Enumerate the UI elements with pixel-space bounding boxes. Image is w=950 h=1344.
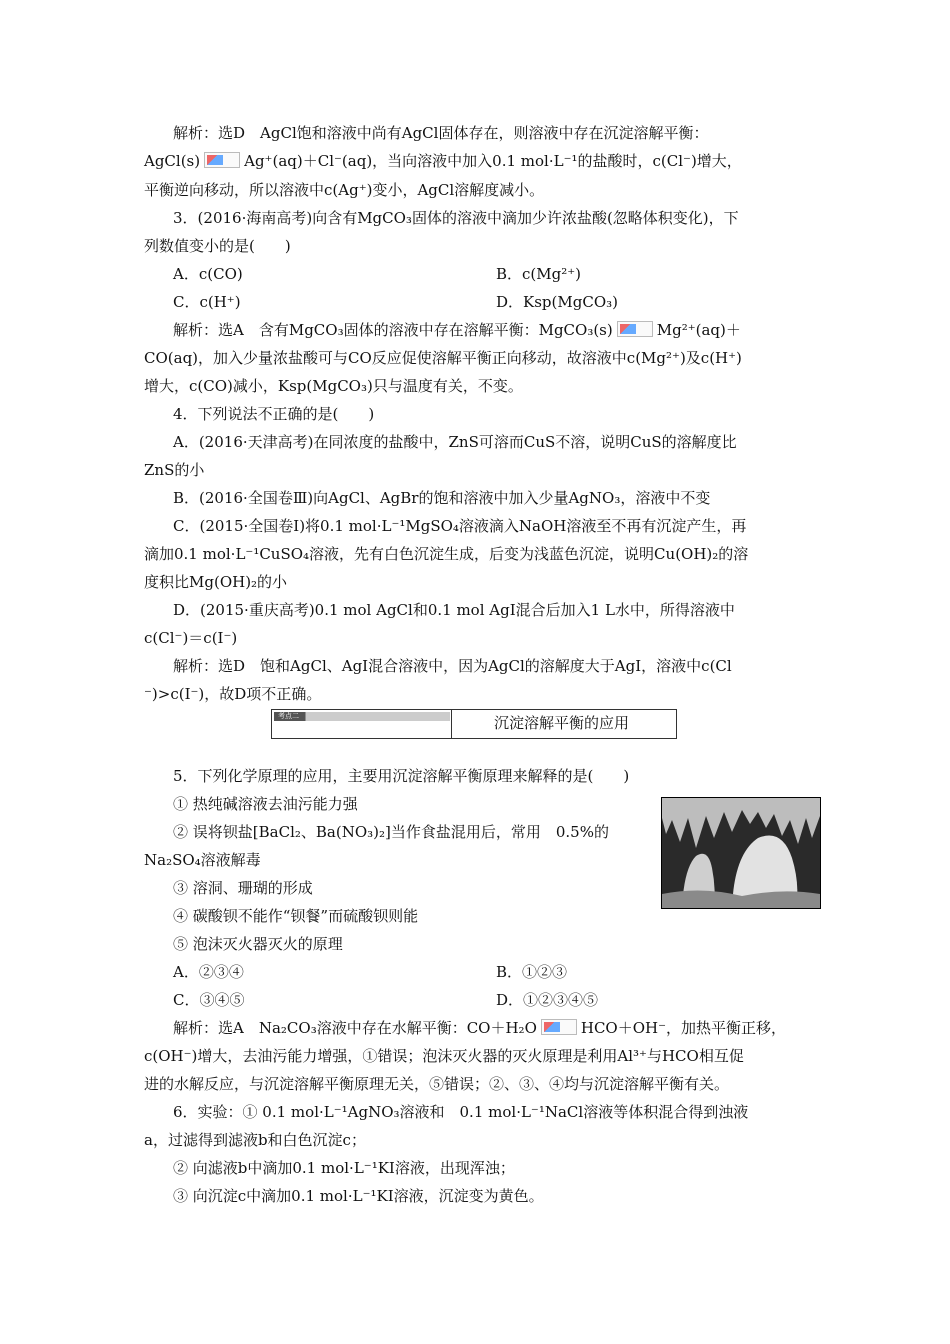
- section-tag-label: 考点二: [278, 712, 299, 720]
- q4-option-b: B．(2016·全国卷Ⅲ)向AgCl、AgBr的饱和溶液中加入少量AgNO₃，溶液中不变: [173, 489, 711, 507]
- analysis-q4-line2: ⁻)>c(I⁻)，故D项不正确。: [144, 685, 322, 703]
- q4-option-d-line2: c(Cl⁻)＝c(I⁻): [144, 629, 238, 647]
- q5-item-1: ① 热纯碱溶液去油污能力强: [173, 795, 358, 813]
- analysis-q2-line2: [144, 151, 742, 171]
- q5-item-3: ③ 溶洞、珊瑚的形成: [173, 879, 313, 897]
- q4-option-d-line1: D．(2015·重庆高考)0.1 mol AgCl和0.1 mol AgI混合后加入1 L水中，所得溶液中: [173, 601, 735, 619]
- section-tag: [272, 710, 452, 738]
- q3-option-b: B．c(Mg²⁺): [496, 265, 582, 283]
- analysis-q2-line1: 解析：选D AgCl饱和溶液中尚有AgCl固体存在，则溶液中存在沉淀溶解平衡：: [173, 124, 709, 142]
- question-4: 4．下列说法不正确的是( ): [173, 405, 375, 423]
- question-5: 5．下列化学原理的应用，主要用沉淀溶解平衡原理来解释的是( ): [173, 767, 630, 785]
- q5-option-d: D．①②③④⑤: [496, 991, 599, 1009]
- analysis-q5-line3: 进的水解反应，与沉淀溶解平衡原理无关，⑤错误；②、③、④均与沉淀溶解平衡有关。: [144, 1075, 730, 1093]
- question-3-line1: 3．(2016·海南高考)向含有MgCO₃固体的溶液中滴加少许浓盐酸(忽略体积变化)，下: [173, 209, 739, 227]
- analysis-q3-text-2: Mg²⁺(aq)＋: [656, 321, 741, 339]
- q4-option-a-line1: A．(2016·天津高考)在同浓度的盐酸中，ZnS可溶而CuS不溶，说明CuS的溶解度比: [173, 433, 737, 451]
- analysis-q5-line1: [173, 1018, 786, 1038]
- q4-option-c-line2: 滴加0.1 mol·L⁻¹CuSO₄溶液，先有白色沉淀生成，后变为浅蓝色沉淀，说明Cu(OH)₂的溶: [144, 545, 749, 563]
- question-6-line1: 6．实验：① 0.1 mol·L⁻¹AgNO₃溶液和 0.1 mol·L⁻¹NaCl溶液等体积混合得到浊液: [173, 1103, 749, 1121]
- q5-option-b: B．①②③: [496, 963, 568, 981]
- equilibrium-arrow-icon: [204, 152, 240, 168]
- analysis-q3-text: 解析：选A 含有MgCO₃固体的溶液中存在溶解平衡：MgCO₃(s): [173, 321, 613, 339]
- cave-photo: [661, 797, 821, 909]
- question-6-line3: ② 向滤液b中滴加0.1 mol·L⁻¹KI溶液，出现浑浊；: [173, 1159, 515, 1177]
- analysis-q5-text: 解析：选A Na₂CO₃溶液中存在水解平衡：CO＋H₂O: [173, 1019, 537, 1037]
- section-header: [271, 709, 677, 739]
- question-3-line2: 列数值变小的是( ): [144, 237, 291, 255]
- q5-option-a: A．②③④: [173, 963, 244, 981]
- cave-stalactite-image: [662, 798, 820, 908]
- question-6-line4: ③ 向沉淀c中滴加0.1 mol·L⁻¹KI溶液，沉淀变为黄色。: [173, 1187, 544, 1205]
- equation-left: AgCl(s): [144, 152, 201, 170]
- q5-item-2-cont: Na₂SO₄溶液解毒: [144, 851, 261, 869]
- q4-option-c-line3: 度积比Mg(OH)₂的小: [144, 573, 288, 591]
- analysis-q5-line2: c(OH⁻)增大，去油污能力增强，①错误；泡沫灭火器的灭火原理是利用Al³⁺与HCO相互促: [144, 1047, 744, 1065]
- analysis-q3-line3: 增大，c(CO)减小，Ksp(MgCO₃)只与温度有关，不变。: [144, 377, 523, 395]
- equilibrium-arrow-icon: [617, 321, 653, 337]
- q3-option-d: D．Ksp(MgCO₃): [496, 293, 618, 311]
- q5-item-2: ② 误将钡盐[BaCl₂、Ba(NO₃)₂]当作食盐混用后，常用 0.5%的: [173, 823, 609, 841]
- analysis-q2-line3: 平衡逆向移动，所以溶液中c(Ag⁺)变小，AgCl溶解度减小。: [144, 181, 545, 199]
- equilibrium-arrow-icon: [541, 1019, 577, 1035]
- analysis-q3-line2: CO(aq)，加入少量浓盐酸可与CO反应促使溶解平衡正向移动，故溶液中c(Mg²⁺)及c(H⁺): [144, 349, 742, 367]
- analysis-q5-text-2: HCO＋OH⁻，加热平衡正移，: [580, 1019, 787, 1037]
- q4-option-c-line1: C．(2015·全国卷Ⅰ)将0.1 mol·L⁻¹MgSO₄溶液滴入NaOH溶液至不再有沉淀产生，再: [173, 517, 747, 535]
- equation-right: Ag⁺(aq)＋Cl⁻(aq)，当向溶液中加入0.1 mol·L⁻¹的盐酸时，c(Cl⁻)增大，: [244, 152, 742, 170]
- analysis-q4-line1: 解析：选D 饱和AgCl、AgI混合溶液中，因为AgCl的溶解度大于AgI，溶液中c(Cl: [173, 657, 732, 675]
- section-title: 沉淀溶解平衡的应用: [494, 714, 630, 732]
- q5-item-4: ④ 碳酸钡不能作“钡餐”而硫酸钡则能: [173, 907, 419, 925]
- q3-option-a: A．c(CO): [173, 265, 243, 283]
- section-tag-bar: [274, 712, 450, 721]
- q3-option-c: C．c(H⁺): [173, 293, 241, 311]
- q5-item-5: ⑤ 泡沫灭火器灭火的原理: [173, 935, 343, 953]
- q5-option-c: C．③④⑤: [173, 991, 245, 1009]
- analysis-q3-line1: [173, 320, 741, 340]
- q4-option-a-line2: ZnS的小: [144, 461, 205, 479]
- question-6-line2: a，过滤得到滤液b和白色沉淀c；: [144, 1131, 366, 1149]
